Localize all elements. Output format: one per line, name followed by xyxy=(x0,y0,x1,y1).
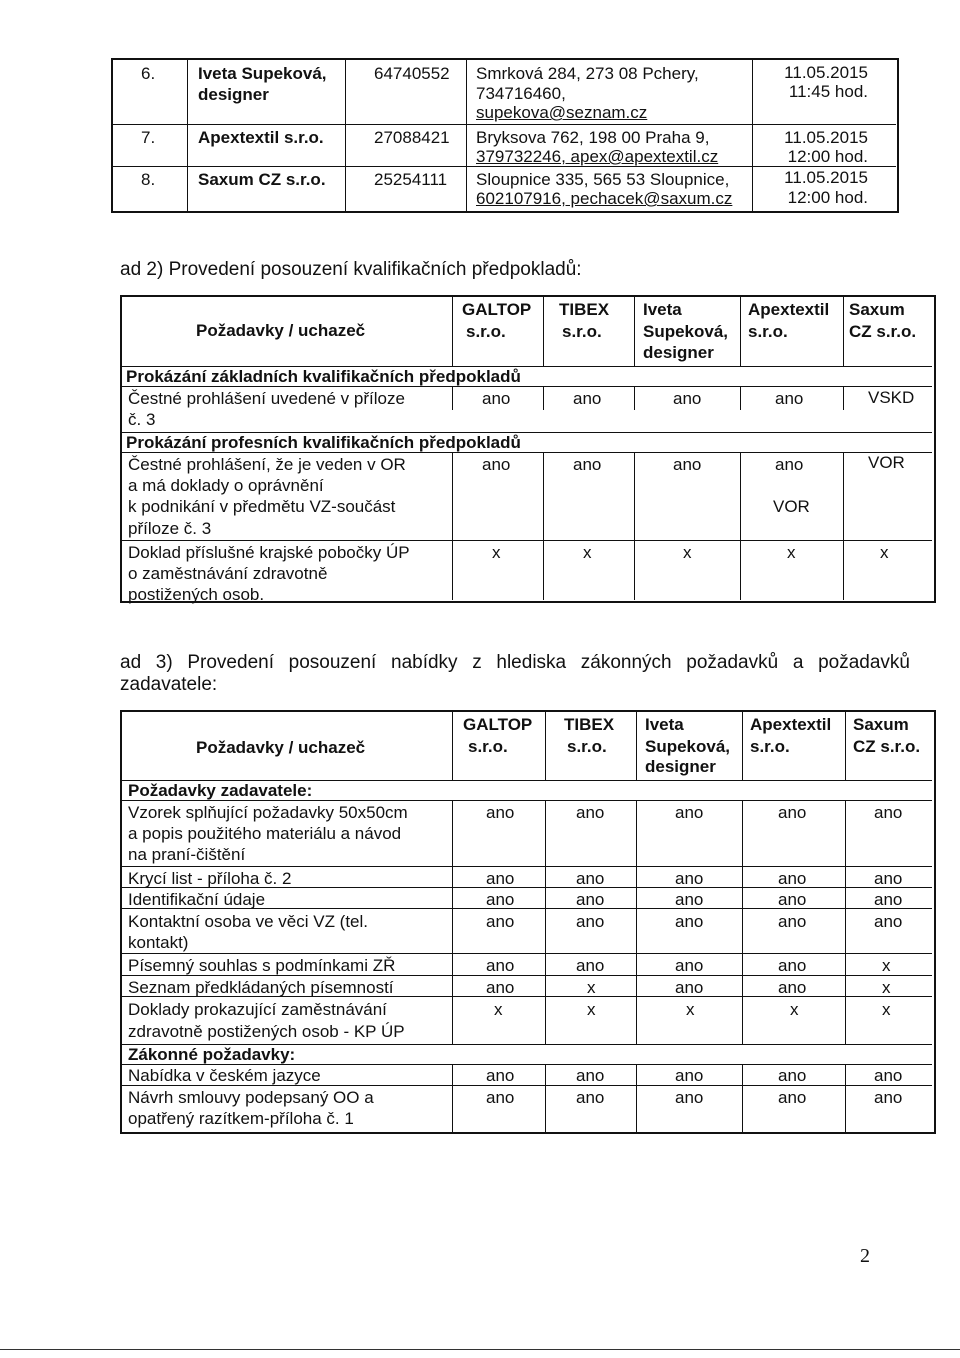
offer-col-divider xyxy=(636,712,637,780)
value-cell: ano xyxy=(778,912,807,931)
requirement-label: Identifikační údaje xyxy=(128,890,266,909)
value-cell: ano xyxy=(486,1088,515,1107)
value-cell: x xyxy=(880,543,889,562)
value-cell: x xyxy=(683,543,692,562)
value-cell: ano xyxy=(675,869,704,888)
header-col-saxum: Saxum xyxy=(849,300,905,319)
value-cell: x xyxy=(790,1000,799,1019)
value-cell: ano xyxy=(675,890,704,909)
requirement-label: příloze č. 3 xyxy=(128,519,212,538)
offer-col-divider xyxy=(636,1064,637,1132)
requirement-label: č. 3 xyxy=(128,410,156,429)
value-cell: ano xyxy=(675,803,704,822)
value-cell: ano xyxy=(874,1088,903,1107)
requirement-label: Doklady prokazující zaměstnávání xyxy=(128,1000,387,1019)
qualification-col-divider xyxy=(843,452,844,600)
applicant-ic: 64740552 xyxy=(374,64,450,83)
applicant-address: 734716460, xyxy=(476,84,566,103)
value-cell: ano xyxy=(576,890,605,909)
offer-col-divider xyxy=(636,800,637,1044)
offer-col-divider xyxy=(742,1064,743,1132)
qualification-col-divider xyxy=(543,297,544,366)
qualification-col-divider xyxy=(452,386,453,410)
offer-col-divider xyxy=(845,712,846,780)
requirement-label: Vzorek splňující požadavky 50x50cm xyxy=(128,803,408,822)
value-cell: x xyxy=(583,543,592,562)
submission-time: 11:45 hod. xyxy=(788,82,868,101)
value-cell: ano xyxy=(486,978,515,997)
requirement-label: a popis použitého materiálu a návod xyxy=(128,824,402,843)
offer-col-divider xyxy=(845,1064,846,1132)
subsection-basic-qualification: Prokázání základních kvalifikačních předpokladů xyxy=(126,367,521,386)
value-cell: ano xyxy=(778,1088,807,1107)
header-col-saxum: CZ s.r.o. xyxy=(849,322,917,341)
value-cell: ano xyxy=(775,455,804,474)
offer-row-line xyxy=(122,1064,932,1065)
header-col-apextextil: Apextextil xyxy=(750,715,832,734)
value-cell: ano xyxy=(486,890,515,909)
qualification-row-line xyxy=(122,540,932,541)
applicants-table-row-line xyxy=(113,166,896,167)
applicants-table-divider xyxy=(345,60,346,211)
value-cell: ano xyxy=(675,978,704,997)
section-heading-offer: zadavatele: xyxy=(120,674,218,695)
value-cell: x xyxy=(882,1000,891,1019)
header-col-galtop: GALTOP xyxy=(462,300,532,319)
value-cell: ano xyxy=(874,1066,903,1085)
value-cell: ano xyxy=(874,869,903,888)
value-cell: ano xyxy=(778,956,807,975)
requirement-label: Písemný souhlas s podmínkami ZŘ xyxy=(128,956,396,975)
value-cell: ano xyxy=(576,869,605,888)
header-col-iveta: Supeková, xyxy=(643,322,729,341)
header-col-tibex: TIBEX xyxy=(559,300,610,319)
requirement-label: a má doklady o oprávnění xyxy=(128,476,324,495)
requirement-label: kontakt) xyxy=(128,933,189,952)
applicant-address: Bryksova 762, 198 00 Praha 9, xyxy=(476,128,710,147)
applicant-ic: 27088421 xyxy=(374,128,450,147)
qualification-row-line xyxy=(122,452,932,453)
qualification-row-line xyxy=(122,386,932,387)
submission-date: 11.05.2015 xyxy=(784,63,868,82)
applicant-address: 602107916, pechacek@saxum.cz xyxy=(476,189,733,208)
qualification-col-divider xyxy=(452,297,453,366)
value-cell: x xyxy=(587,978,596,997)
header-col-apextextil: s.r.o. xyxy=(748,322,788,341)
requirement-label: Seznam předkládaných písemností xyxy=(128,978,394,997)
requirement-label: Doklad příslušné krajské pobočky ÚP xyxy=(128,543,410,562)
value-cell: ano xyxy=(482,455,511,474)
value-cell: ano xyxy=(778,890,807,909)
applicant-name: Iveta Supeková, xyxy=(198,64,327,83)
qualification-col-divider xyxy=(740,297,741,366)
subsection-legal-requirements: Zákonné požadavky: xyxy=(128,1045,296,1064)
value-cell: VOR xyxy=(868,453,905,472)
submission-date: 11.05.2015 xyxy=(784,168,868,187)
requirement-label: Čestné prohlášení uvedené v příloze xyxy=(128,389,405,408)
applicants-table-row-line xyxy=(113,124,896,125)
header-col-saxum: CZ s.r.o. xyxy=(853,737,921,756)
qualification-col-divider xyxy=(634,452,635,600)
header-col-saxum: Saxum xyxy=(853,715,909,734)
value-cell: x xyxy=(492,543,501,562)
row-number: 7. xyxy=(141,128,156,147)
subsection-client-requirements: Požadavky zadavatele: xyxy=(128,781,313,800)
value-cell: ano xyxy=(576,956,605,975)
applicant-address: 379732246, apex@apextextil.cz xyxy=(476,147,719,166)
value-cell: x xyxy=(686,1000,695,1019)
value-cell: x xyxy=(882,956,891,975)
header-col-iveta: Iveta xyxy=(643,300,682,319)
submission-date: 11.05.2015 xyxy=(784,128,868,147)
applicant-address: Sloupnice 335, 565 53 Sloupnice, xyxy=(476,170,730,189)
value-cell: ano xyxy=(486,869,515,888)
header-col-galtop: s.r.o. xyxy=(468,737,508,756)
value-cell: ano xyxy=(576,1088,605,1107)
header-col-apextextil: Apextextil xyxy=(748,300,830,319)
submission-time: 12:00 hod. xyxy=(787,147,868,166)
value-cell: ano xyxy=(482,389,511,408)
value-cell: ano xyxy=(675,1088,704,1107)
header-col-apextextil: s.r.o. xyxy=(750,737,790,756)
offer-col-divider xyxy=(545,712,546,780)
value-cell: ano xyxy=(675,912,704,931)
value-cell: ano xyxy=(573,389,602,408)
qualification-col-divider xyxy=(634,297,635,366)
header-col-tibex: TIBEX xyxy=(564,715,615,734)
requirement-label: o zaměstnávání zdravotně xyxy=(128,564,328,583)
subsection-professional-qualification: Prokázání profesních kvalifikačních předpokladů xyxy=(126,433,521,452)
value-cell: ano xyxy=(675,956,704,975)
applicant-address: supekova@seznam.cz xyxy=(476,103,648,122)
qualification-col-divider xyxy=(543,452,544,600)
value-cell: ano xyxy=(486,912,515,931)
applicant-name: Saxum CZ s.r.o. xyxy=(198,170,326,189)
header-col-galtop: s.r.o. xyxy=(466,322,506,341)
requirement-label: Návrh smlouvy podepsaný OO a xyxy=(128,1088,374,1107)
header-col-tibex: s.r.o. xyxy=(567,737,607,756)
applicants-table-divider xyxy=(466,60,467,211)
value-cell: ano xyxy=(673,389,702,408)
requirement-label: Kontaktní osoba ve věci VZ (tel. xyxy=(128,912,369,931)
value-cell-note: VOR xyxy=(773,497,810,516)
value-cell: ano xyxy=(576,1066,605,1085)
section-heading-offer: ad 3) Provedení posouzení nabídky z hlediska zákonných požadavků a požadavků xyxy=(120,652,910,673)
value-cell: ano xyxy=(576,803,605,822)
value-cell: VSKD xyxy=(868,388,915,407)
row-number: 8. xyxy=(141,170,156,189)
value-cell: x xyxy=(494,1000,503,1019)
value-cell: ano xyxy=(778,869,807,888)
qualification-col-divider xyxy=(634,386,635,410)
value-cell: ano xyxy=(874,912,903,931)
requirement-label: opatřený razítkem-příloha č. 1 xyxy=(128,1109,354,1128)
qualification-col-divider xyxy=(843,297,844,366)
value-cell: ano xyxy=(573,455,602,474)
offer-col-divider xyxy=(452,800,453,1044)
value-cell: ano xyxy=(576,912,605,931)
value-cell: ano xyxy=(874,890,903,909)
row-number: 6. xyxy=(141,64,156,83)
requirement-label: na praní-čištění xyxy=(128,845,246,864)
header-label: Požadavky / uchazeč xyxy=(196,321,366,340)
applicant-address: Smrková 284, 273 08 Pchery, xyxy=(476,64,699,83)
offer-col-divider xyxy=(742,712,743,780)
offer-col-divider xyxy=(452,712,453,780)
offer-col-divider xyxy=(545,1064,546,1132)
header-col-iveta: Supeková, xyxy=(645,737,731,756)
offer-col-divider xyxy=(545,800,546,1044)
qualification-col-divider xyxy=(740,452,741,600)
requirement-label: k podnikání v předmětu VZ-součást xyxy=(128,497,396,516)
offer-col-divider xyxy=(452,1064,453,1132)
offer-col-divider xyxy=(742,800,743,1044)
value-cell: x xyxy=(787,543,796,562)
section-heading-qualification: ad 2) Provedení posouzení kvalifikačních předpokladů: xyxy=(120,259,582,280)
header-col-tibex: s.r.o. xyxy=(562,322,602,341)
applicant-name: Apextextil s.r.o. xyxy=(198,128,324,147)
value-cell: x xyxy=(587,1000,596,1019)
qualification-col-divider xyxy=(543,386,544,410)
submission-time: 12:00 hod. xyxy=(787,188,868,207)
offer-row-line xyxy=(122,866,932,867)
requirement-label: Nabídka v českém jazyce xyxy=(128,1066,321,1085)
value-cell: ano xyxy=(775,389,804,408)
requirement-label: Krycí list - příloha č. 2 xyxy=(128,869,292,888)
page-number: 2 xyxy=(860,1245,870,1267)
qualification-col-divider xyxy=(843,386,844,410)
header-col-iveta: designer xyxy=(645,757,716,776)
value-cell: ano xyxy=(486,1066,515,1085)
applicants-table-divider xyxy=(752,60,753,211)
applicant-ic: 25254111 xyxy=(374,170,448,189)
value-cell: ano xyxy=(673,455,702,474)
offer-row-line xyxy=(122,1085,932,1086)
requirement-label: postižených osob. xyxy=(128,585,265,604)
qualification-col-divider xyxy=(740,386,741,410)
value-cell: ano xyxy=(675,1066,704,1085)
value-cell: ano xyxy=(778,803,807,822)
value-cell: ano xyxy=(486,803,515,822)
requirement-label: Čestné prohlášení, že je veden v OR xyxy=(128,455,406,474)
offer-col-divider xyxy=(845,800,846,1044)
applicants-table-divider xyxy=(187,60,188,211)
value-cell: x xyxy=(882,978,891,997)
value-cell: ano xyxy=(778,1066,807,1085)
applicant-name: designer xyxy=(198,85,269,104)
offer-row-line xyxy=(122,953,932,954)
requirement-label: zdravotně postižených osob - KP ÚP xyxy=(128,1022,405,1041)
offer-row-line xyxy=(122,800,932,801)
value-cell: ano xyxy=(486,956,515,975)
header-label: Požadavky / uchazeč xyxy=(196,738,366,757)
scan-edge-line xyxy=(0,1349,960,1350)
header-col-iveta: designer xyxy=(643,343,714,362)
header-col-galtop: GALTOP xyxy=(463,715,533,734)
value-cell: ano xyxy=(778,978,807,997)
header-col-iveta: Iveta xyxy=(645,715,684,734)
value-cell: ano xyxy=(874,803,903,822)
offer-row-line xyxy=(122,975,932,976)
qualification-col-divider xyxy=(452,452,453,600)
